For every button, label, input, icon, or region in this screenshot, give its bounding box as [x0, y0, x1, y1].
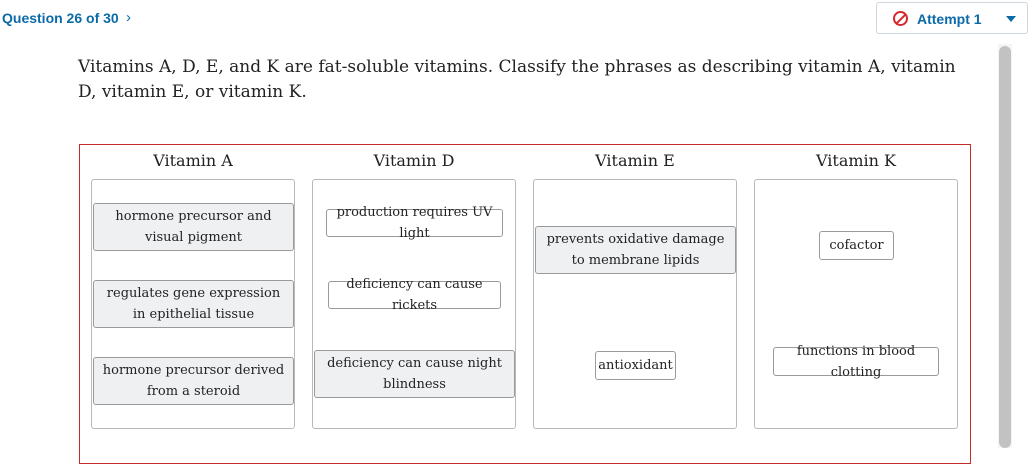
answer-chip[interactable]: prevents oxidative damage to membrane lipids — [535, 226, 736, 274]
scrollbar[interactable] — [998, 44, 1012, 448]
answer-chip[interactable]: regulates gene expression in epithelial tissue — [93, 280, 294, 328]
caret-down-icon — [1006, 16, 1016, 22]
answer-chip[interactable]: deficiency can cause rickets — [328, 281, 501, 309]
answer-chip[interactable]: hormone precursor and visual pigment — [93, 203, 294, 251]
answer-chip[interactable]: deficiency can cause night blindness — [314, 350, 515, 398]
question-header — [0, 0, 1032, 40]
answer-chip[interactable]: functions in blood clotting — [773, 347, 939, 376]
question-counter: Question 26 of 30 — [2, 10, 119, 26]
answer-chip[interactable]: antioxidant — [595, 351, 676, 380]
column-title-vitamin-e: Vitamin E — [595, 151, 675, 170]
drop-zone-vitamin-e[interactable] — [533, 179, 737, 429]
column-title-vitamin-a: Vitamin A — [153, 151, 233, 170]
attempt-label: Attempt 1 — [917, 11, 982, 27]
answer-chip[interactable]: production requires UV light — [326, 209, 503, 237]
attempt-dropdown[interactable] — [876, 2, 1028, 34]
column-title-vitamin-d: Vitamin D — [373, 151, 455, 170]
answer-chip[interactable]: hormone precursor derived from a steroid — [93, 357, 294, 405]
chevron-right-icon[interactable]: › — [126, 9, 131, 26]
question-text: Vitamins A, D, E, and K are fat-soluble vitamins. Classify the phrases as describing vitamin A, vitamin D, vitamin E, or vitamin K. — [78, 57, 956, 102]
scrollbar-thumb[interactable] — [999, 46, 1011, 448]
answer-chip[interactable]: cofactor — [819, 231, 894, 260]
no-entry-icon — [893, 11, 908, 26]
drop-zone-vitamin-k[interactable] — [754, 179, 958, 429]
column-title-vitamin-k: Vitamin K — [816, 151, 896, 170]
